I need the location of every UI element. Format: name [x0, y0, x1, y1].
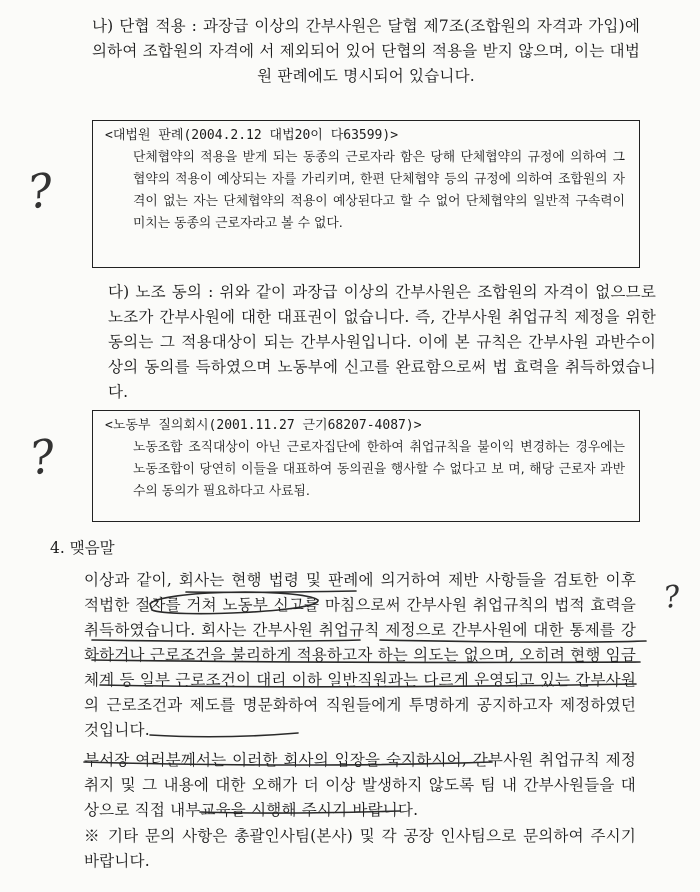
closing-section-title: 4. 맺음말: [50, 539, 115, 557]
handwritten-question-mark-3: ?: [661, 579, 683, 616]
labor-ministry-inquiry-heading: <노동부 질의회시(2001.11.27 근기68207-4087)>: [105, 418, 422, 433]
handwritten-question-mark-1: ?: [24, 162, 57, 220]
section-na-paragraph: 나) 단협 적용 : 과장급 이상의 간부사원은 달협 제7조(조합원의 자격과 가입)에 의하여 조합원의 자격에 서 제외되어 있어 단협의 적용을 받지 않으며, 이는 대법원 판례에도 명시되어 있습니다.: [92, 17, 640, 85]
supreme-court-case-box: [92, 120, 640, 268]
handwritten-question-mark-2: ?: [26, 428, 59, 486]
contact-note: ※ 기타 문의 사항은 총괄인사팀(본사) 및 각 공장 인사팀으로 문의하여 주시기 바랍니다.: [84, 827, 636, 870]
labor-ministry-inquiry-box: [92, 410, 640, 522]
closing-paragraph-2: 부서장 여러분께서는 이러한 회사의 입장을 숙지하시어, 간부사원 취업규칙 제정 취지 및 그 내용에 대한 오해가 더 이상 발생하지 않도록 팀 내 간부사원들을 대상으로 직접 내부교육을 시행해 주시기 바랍니다.: [84, 751, 636, 819]
supreme-court-case-heading: <대법원 판례(2004.2.12 대법20이 다63599)>: [105, 128, 399, 143]
closing-paragraph-1: 이상과 같이, 회사는 현행 법령 및 판례에 의거하여 제반 사항들을 검토한 이후 적법한 절차를 거쳐 노동부 신고를 마침으로써 간부사원 취업규칙의 법적 효력을 취득하였습니다. 회사는 간부사원 취업규칙 제정으로 간부사원에 대한 통제를 강화하거나 근로조건을 불리하게 적용하고자 하는 의도는 없으며, 오히려 현행 임금체계 등 일부 근로조건이 대리 이하 일반직원과는 다르게 운영되고 있는 간부사원의 근로조건과 제도를 명문화하여 직원들에게 투명하게 공지하고자 제정하였던 것입니다.: [84, 571, 636, 739]
labor-ministry-inquiry-body: 노동조합 조직대상이 아닌 근로자집단에 한하여 취업규칙을 불이익 변경하는 경우에는 노동조합이 당연히 이들을 대표하여 동의권을 행사할 수 없다고 보 며, 해당 근로자 과반수의 동의가 필요하다고 사료됨.: [133, 440, 625, 499]
section-da-paragraph: 다) 노조 동의 : 위와 같이 과장급 이상의 간부사원은 조합원의 자격이 없으므로 노조가 간부사원에 대한 대표권이 없습니다. 즉, 간부사원 취업규칙 제정을 위한 동의는 그 적용대상이 되는 간부사원입니다. 이에 본 규칙은 간부사원 과반수이상의 동의를 득하였으며 노동부에 신고를 완료함으로써 법 효력을 취득하였습니다.: [108, 283, 656, 401]
supreme-court-case-body: 단체협약의 적용을 받게 되는 동종의 근로자라 함은 당해 단체협약의 규정에 의하여 그 협약의 적용이 예상되는 자를 가리키며, 한편 단체협약 등의 규정에 의하여 조합원의 자격이 없는 자는 단체협약의 적용이 예상된다고 할 수 없어 단체협약의 일반적 구속력이 미치는 동종의 근로자라고 볼 수 없다.: [133, 150, 625, 231]
